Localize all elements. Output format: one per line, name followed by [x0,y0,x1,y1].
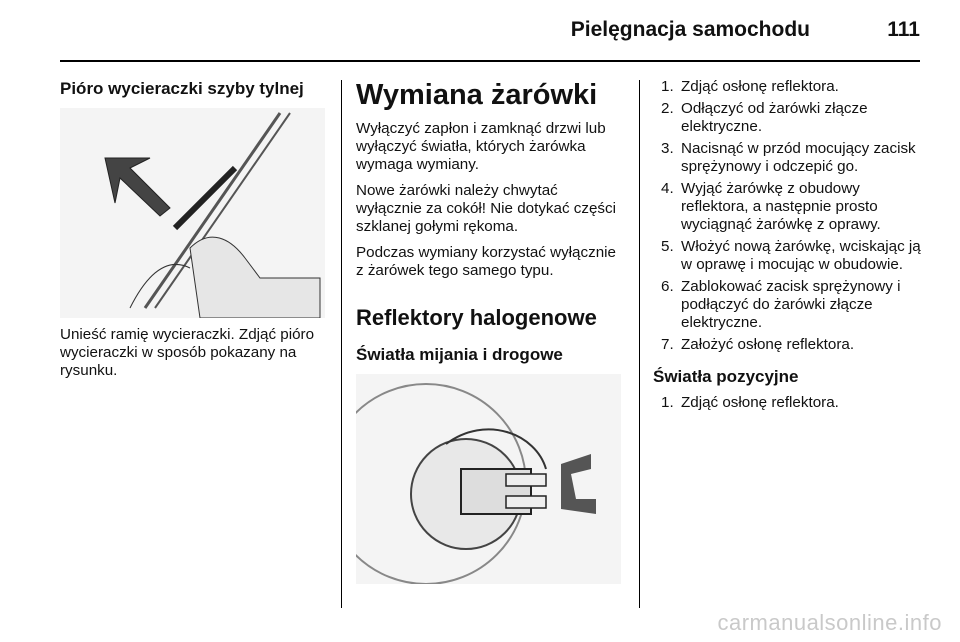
steps-list-2 [653,394,928,412]
steps-list [653,78,928,354]
bulb-drawing [356,374,621,584]
paragraph-2: Nowe żarówki należy chwytać wyłącznie za cokół! Nie dotykać części szklanej gołymi rękoma. [356,182,616,235]
list-item: 7. Założyć osłonę reflektora. [661,336,855,353]
halogen-heading: Reflektory halogenowe [356,305,597,330]
position-lights-heading: Światła pozycyjne [653,367,799,386]
column-3 [653,66,928,416]
list-item: 6. Zablokować zacisk sprężynowy i podłączyć do żarówki złącze elektryczne. [661,278,901,331]
bulb-illustration [356,374,621,584]
header-rule [60,60,920,62]
column-2 [356,66,626,584]
list-item: 4. Wyjąć żarówkę z obudowy reflektora, a następnie prosto wyciągnąć żarówkę z oprawy. [661,180,881,233]
wiper-heading: Pióro wycieraczki szyby tylnej [60,79,304,98]
list-item: 1. Zdjąć osłonę reflektora. [661,394,839,411]
column-divider-1 [341,80,342,608]
low-high-beam-heading: Światła mijania i drogowe [356,345,563,364]
column-1 [60,66,330,380]
wiper-instructions: Unieść ramię wycieraczki. Zdjąć pióro wycieraczki w sposób pokazany na rysunku. [60,326,315,379]
list-item: 3. Nacisnąć w przód mocujący zacisk sprężynowy i odczepić go. [661,140,916,175]
list-item: 5. Włożyć nową żarówkę, wciskając ją w oprawę i mocując w obudowie. [661,238,921,273]
column-divider-2 [639,80,640,608]
wiper-illustration [60,108,325,318]
list-item: 1. Zdjąć osłonę reflektora. [661,78,839,95]
paragraph-1: Wyłączyć zapłon i zamknąć drzwi lub wyłączyć światła, których żarówka wymaga wymiany. [356,120,606,173]
watermark: carmanualsonline.info [717,610,942,635]
paragraph-3: Podczas wymiany korzystać wyłącznie z żarówek tego samego typu. [356,244,616,279]
page-number: 111 [887,18,920,41]
wiper-drawing [60,108,325,318]
section-title: Wymiana żarówki [356,79,598,111]
list-item: 2. Odłączyć od żarówki złącze elektryczne. [661,100,868,135]
page-title: Pielęgnacja samochodu [570,18,810,41]
